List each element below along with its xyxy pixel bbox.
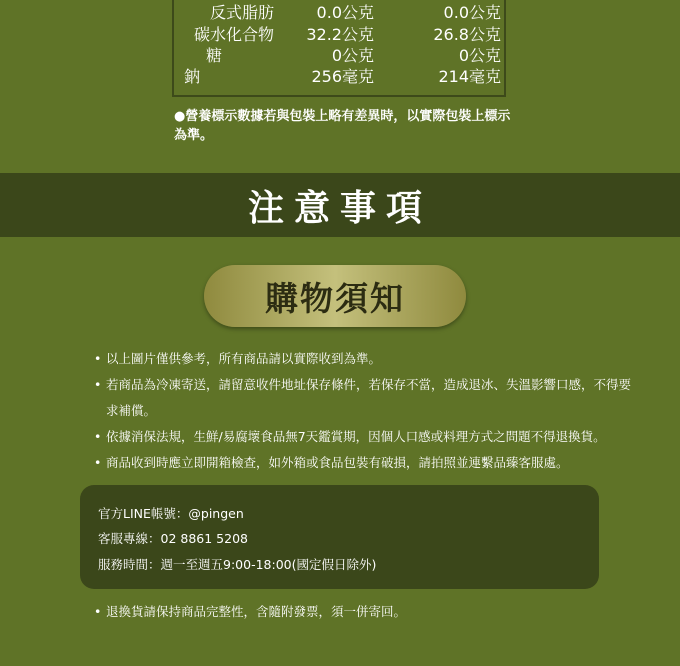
list-item: [94, 372, 634, 424]
nutrient-name: 反式脂肪: [209, 3, 274, 22]
nutrient-per-100g: 214毫克: [438, 67, 501, 86]
nutrition-row: [174, 24, 504, 46]
service-hours: 服務時間：週一至週五9:00-18:00(國定假日除外): [98, 557, 377, 572]
banner-title: 注意事項: [247, 186, 432, 229]
bullet-icon: •: [94, 455, 102, 470]
nutrient-per-serving: 32.2公克: [306, 25, 374, 44]
nutrient-per-serving: 0.0公克: [316, 3, 374, 22]
contact-box: [80, 485, 599, 589]
nutrient-per-serving: 0公克: [331, 46, 374, 65]
nutrition-row: [174, 2, 504, 24]
service-phone: 客服專線：02 8861 5208: [98, 531, 248, 546]
line-account: 官方LINE帳號：@pingen: [98, 506, 244, 521]
notice-banner: [0, 173, 680, 237]
list-item: [94, 599, 406, 625]
nutrient-name: 碳水化合物: [193, 25, 274, 44]
nutrient-name: 鈉: [184, 67, 201, 86]
rule-text: 以上圖片僅供參考，所有商品請以實際收到為準。: [106, 351, 382, 366]
bullet-icon: •: [94, 429, 102, 444]
nutrient-per-100g: 26.8公克: [433, 25, 501, 44]
bullet-icon: •: [94, 604, 102, 619]
section-title: 購物須知: [265, 278, 405, 318]
nutrient-per-serving: 256毫克: [311, 67, 374, 86]
bullet-icon: •: [94, 351, 102, 366]
list-item: [94, 424, 634, 450]
nutrient-name: 糖: [205, 46, 222, 65]
nutrition-table: [172, 0, 506, 97]
rule-text: 若商品為冷凍寄送，請留意收件地址保存條件，若保存不當，造成退冰、失溫影響口感，不得要求補償。: [106, 377, 632, 418]
nutrient-per-100g: 0公克: [458, 46, 501, 65]
rule-text: 依據消保法規，生鮮/易腐壞食品無7天鑑賞期，因個人口感或料理方式之問題不得退換貨。: [106, 429, 606, 444]
rule-text: 商品收到時應立即開箱檢查，如外箱或食品包裝有破損，請拍照並連繫品臻客服處。: [106, 455, 569, 470]
rules-list: [94, 346, 634, 476]
list-item: [94, 450, 634, 476]
nutrition-row: [174, 45, 504, 67]
section-heading-pill: [204, 265, 466, 327]
bullet-icon: •: [94, 377, 102, 392]
nutrient-per-100g: 0.0公克: [443, 3, 501, 22]
list-item: [94, 346, 634, 372]
rule-text: 退換貨請保持商品完整性，含隨附發票，須一併寄回。: [106, 604, 407, 619]
nutrition-row: [174, 66, 504, 88]
nutrition-note: ●營養標示數據若與包裝上略有差異時，以實際包裝上標示為準。: [174, 109, 511, 143]
